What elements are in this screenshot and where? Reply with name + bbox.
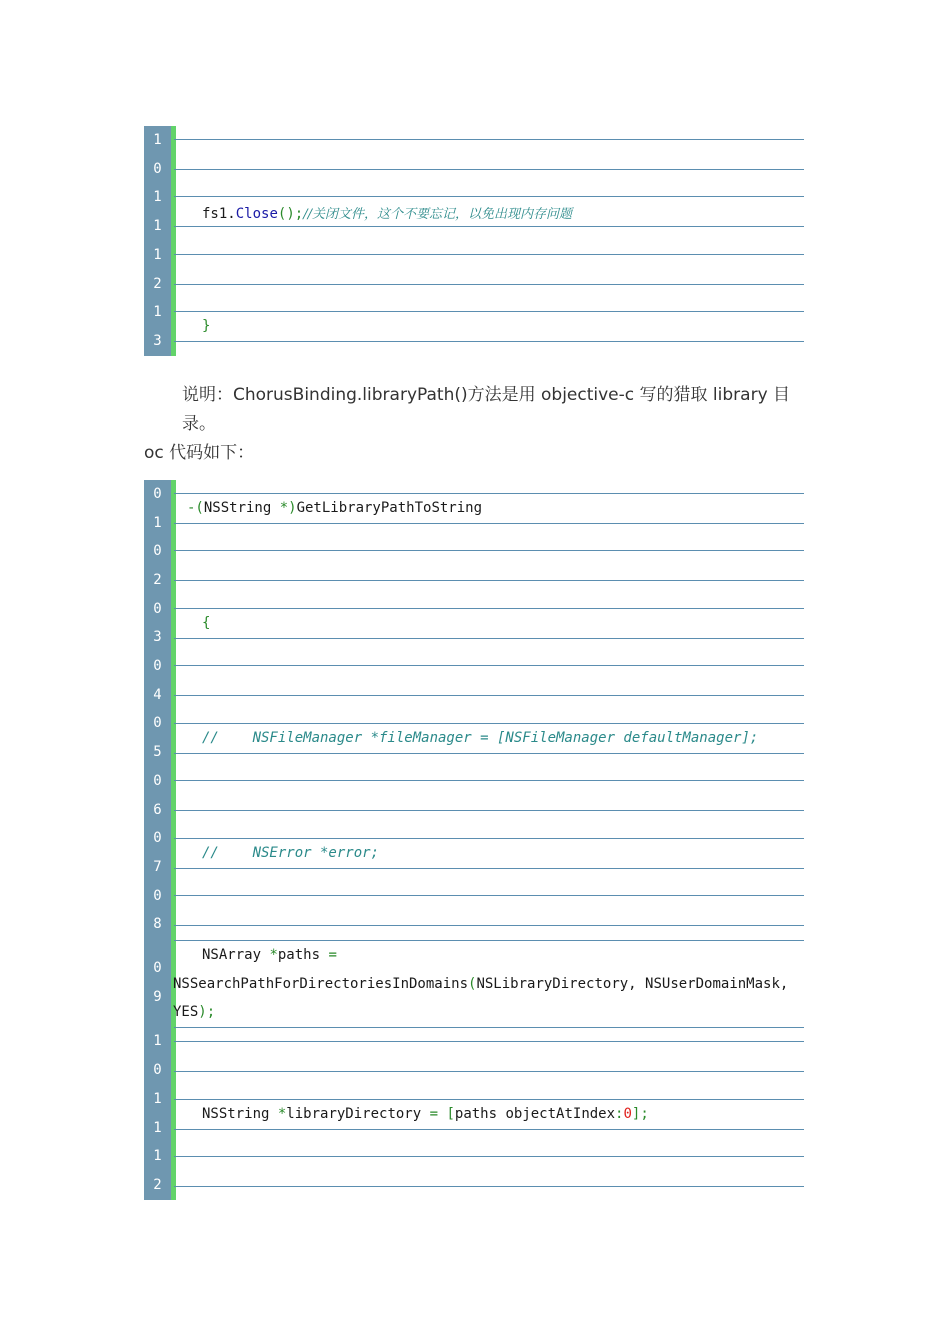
line-number: 0	[153, 658, 162, 674]
line-number: 0	[153, 161, 162, 177]
rule-line	[174, 665, 804, 666]
rule-line	[174, 254, 804, 255]
line-number: 1	[153, 1091, 162, 1107]
rule-line	[174, 940, 804, 941]
line-number: 3	[153, 629, 162, 645]
rule-line	[174, 838, 804, 839]
line-number: 1	[153, 1033, 162, 1049]
line-number: 9	[153, 989, 162, 1005]
rule-line	[174, 139, 804, 140]
line-number: 0	[153, 960, 162, 976]
rule-line	[174, 1099, 804, 1100]
line-number: 2	[153, 276, 162, 292]
rule-line	[174, 780, 804, 781]
line-number: 1	[153, 247, 162, 263]
code-line: NSSearchPathForDirectoriesInDomains(NSLibraryDirectory, NSUserDomainMask,	[173, 976, 789, 992]
code-comment: // NSError *error;	[202, 845, 380, 861]
line-number: 1	[153, 304, 162, 320]
line-number: 2	[153, 1177, 162, 1193]
code-comment: // NSFileManager *fileManager = [NSFileManager defaultManager];	[202, 730, 759, 746]
code-block-2	[144, 480, 804, 1200]
rule-line	[174, 1156, 804, 1157]
line-number: 0	[153, 601, 162, 617]
rule-line	[174, 311, 804, 312]
code-line: -(NSString *)GetLibraryPathToString	[187, 500, 483, 516]
gutter-accent-bar	[171, 480, 176, 1200]
line-number: 0	[153, 486, 162, 502]
paragraph-line: oc 代码如下：	[144, 443, 255, 463]
line-number: 1	[153, 1120, 162, 1136]
rule-line	[174, 895, 804, 896]
code-line: NSArray *paths =	[202, 947, 337, 963]
line-number: 2	[153, 572, 162, 588]
rule-line	[174, 284, 804, 285]
rule-line	[174, 695, 804, 696]
code-comment: //关闭文件，这个不要忘记，以免出现内存问题	[303, 207, 572, 222]
code-line: fs1.Close();//关闭文件，这个不要忘记，以免出现内存问题	[202, 206, 572, 222]
line-number: 4	[153, 687, 162, 703]
line-number: 3	[153, 333, 162, 349]
rule-line	[174, 169, 804, 170]
rule-line	[174, 226, 804, 227]
code-line: YES);	[173, 1004, 216, 1020]
rule-line	[174, 1186, 804, 1187]
code-line: NSString *libraryDirectory = [paths objectAtIndex:0];	[202, 1106, 649, 1122]
line-number: 1	[153, 132, 162, 148]
line-number: 0	[153, 830, 162, 846]
line-number: 0	[153, 888, 162, 904]
rule-line	[174, 810, 804, 811]
rule-line	[174, 493, 804, 494]
line-number: 5	[153, 744, 162, 760]
line-number: 1	[153, 1148, 162, 1164]
line-number: 0	[153, 1062, 162, 1078]
line-number: 1	[153, 189, 162, 205]
line-number: 1	[153, 218, 162, 234]
rule-line	[174, 1027, 804, 1028]
line-number: 0	[153, 773, 162, 789]
description-paragraph	[144, 381, 804, 468]
line-number: 6	[153, 802, 162, 818]
rule-line	[174, 1071, 804, 1072]
rule-line	[174, 638, 804, 639]
rule-line	[174, 523, 804, 524]
line-number: 1	[153, 515, 162, 531]
line-number: 8	[153, 916, 162, 932]
rule-line	[174, 550, 804, 551]
rule-line	[174, 196, 804, 197]
code-line: }	[202, 318, 211, 334]
rule-line	[174, 580, 804, 581]
paragraph-line: 说明：ChorusBinding.libraryPath()方法是用 objective-c 写的猎取 library 目录。	[182, 385, 791, 434]
rule-line	[174, 1041, 804, 1042]
rule-line	[174, 341, 804, 342]
code-line: {	[202, 615, 211, 631]
code-block-1	[144, 126, 804, 356]
line-number: 0	[153, 543, 162, 559]
rule-line	[174, 753, 804, 754]
rule-line	[174, 723, 804, 724]
rule-line	[174, 608, 804, 609]
rule-line	[174, 868, 804, 869]
line-number: 0	[153, 715, 162, 731]
line-number: 7	[153, 859, 162, 875]
rule-line	[174, 925, 804, 926]
rule-line	[174, 1129, 804, 1130]
